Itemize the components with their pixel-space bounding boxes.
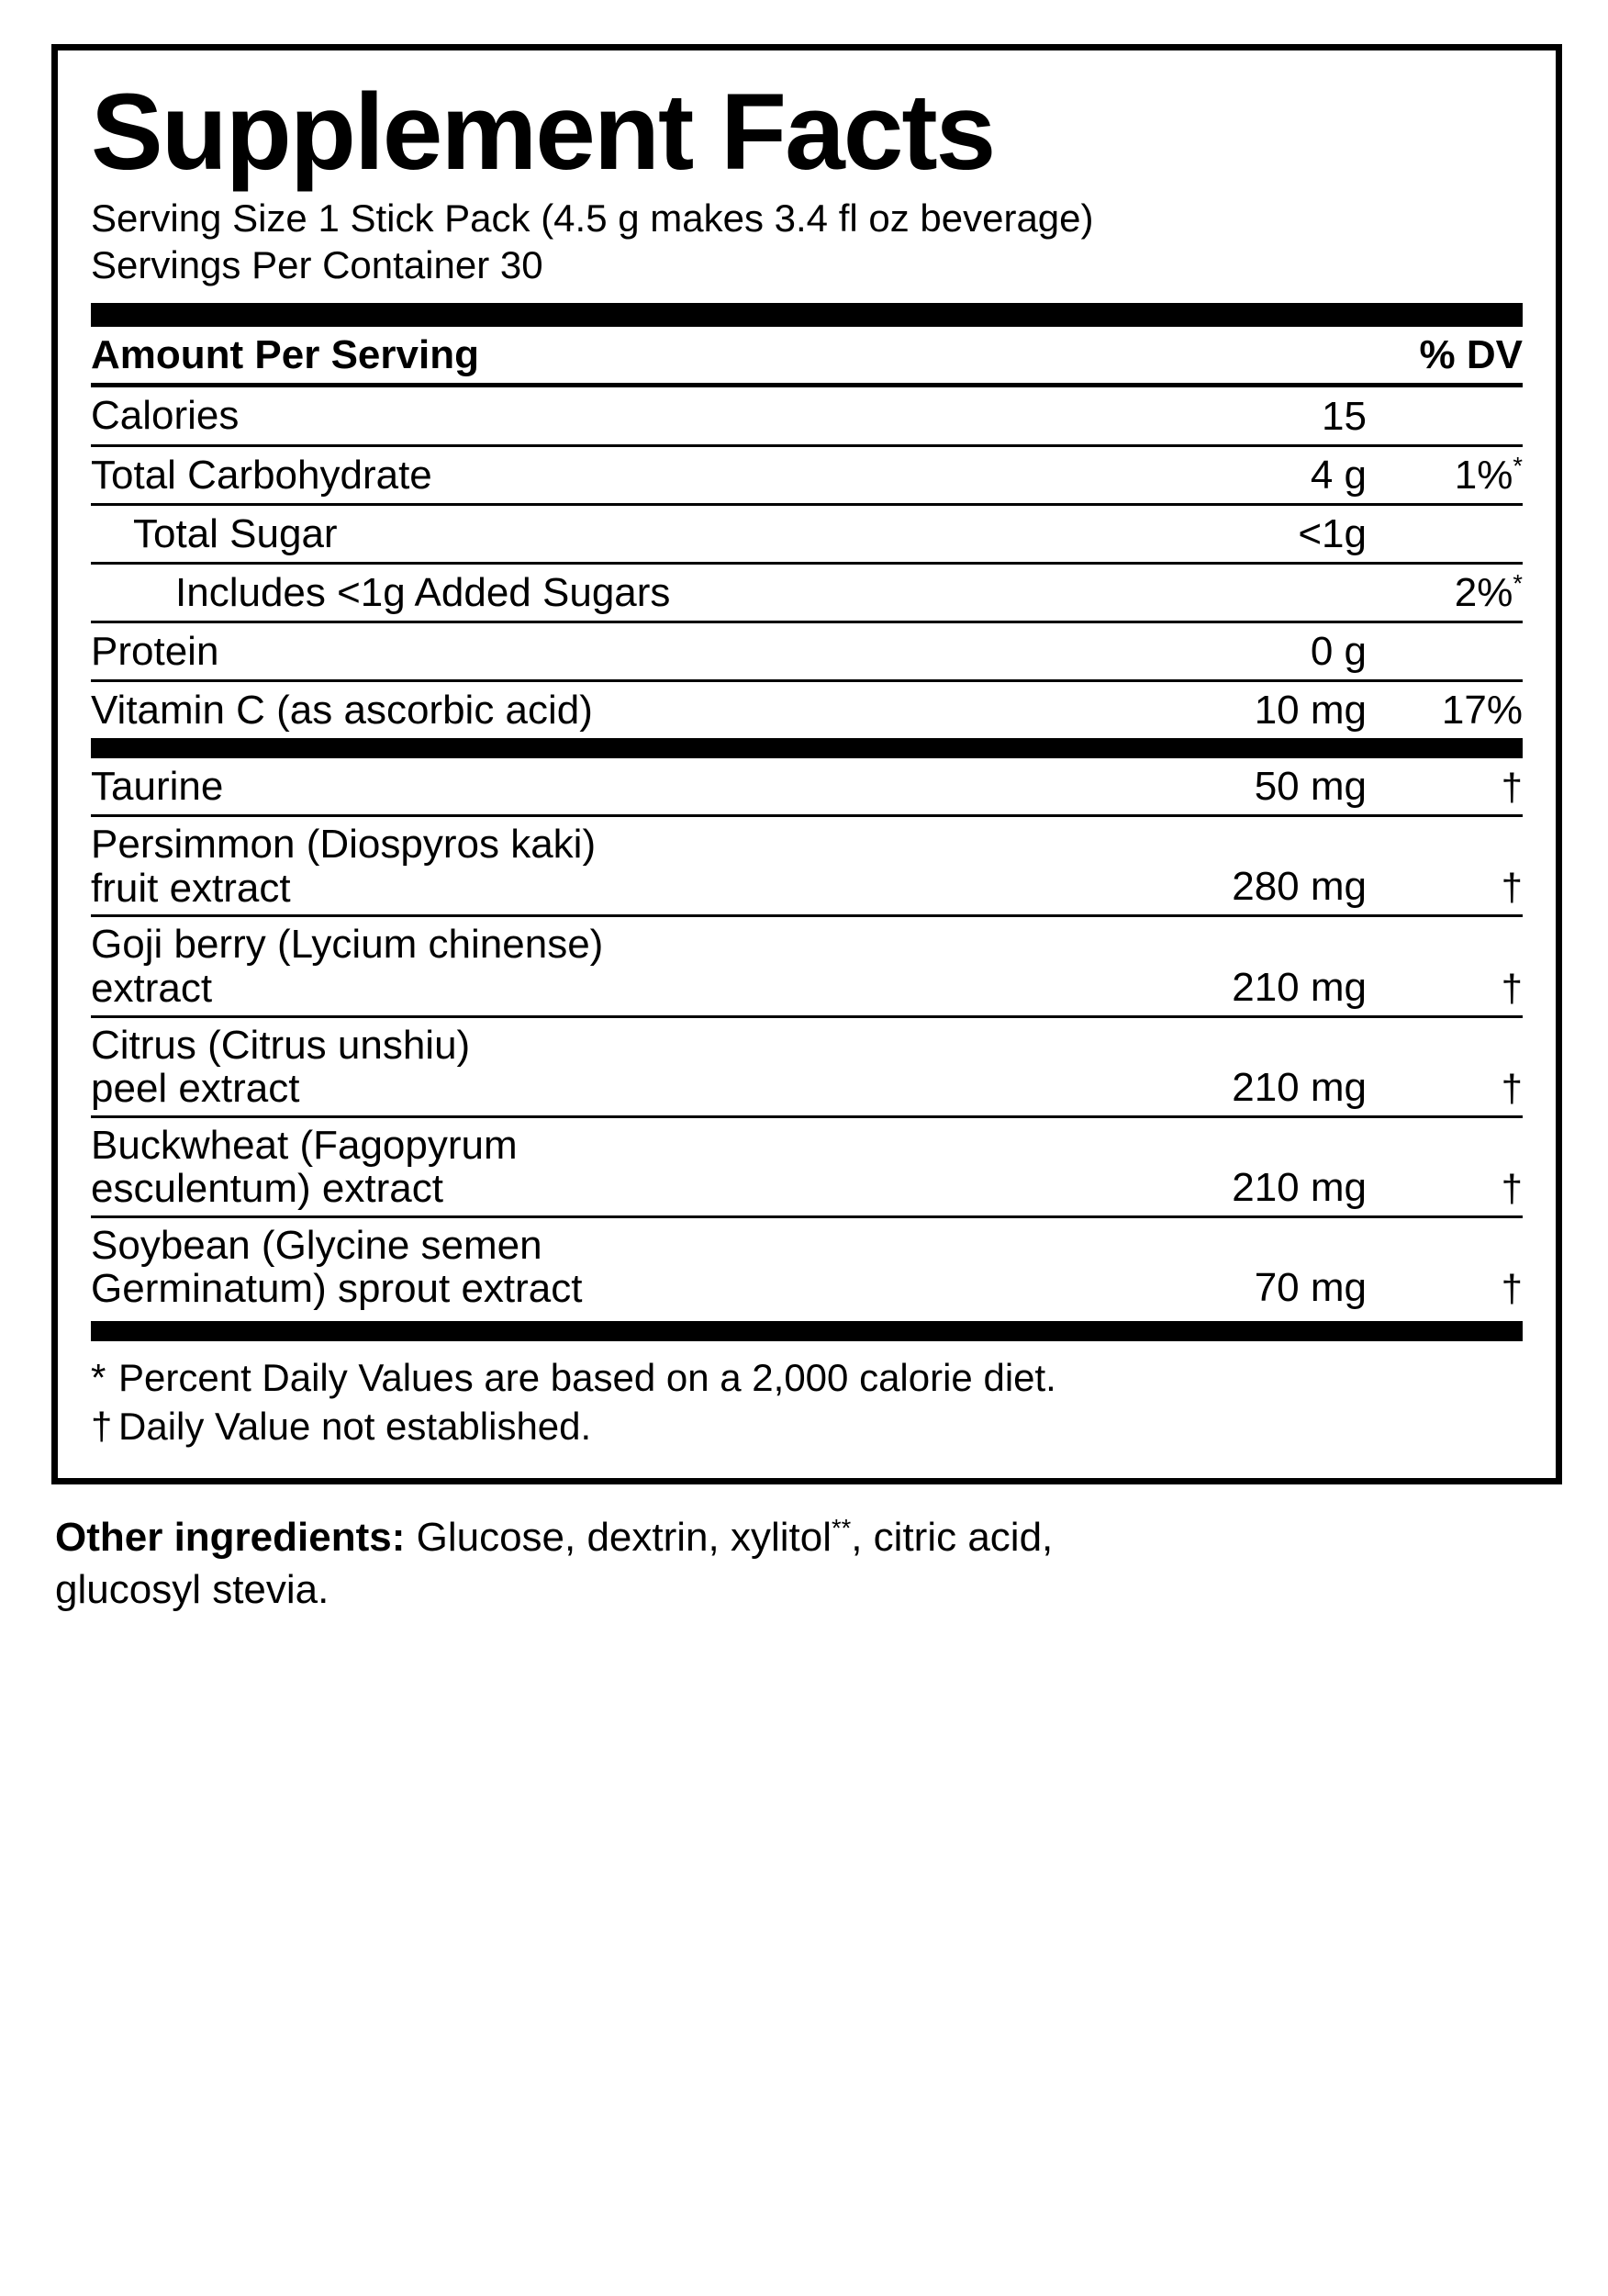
- ingredient-dv: †: [1367, 916, 1523, 1016]
- table-row: [91, 445, 1523, 504]
- footnote-symbol-star: *: [91, 1355, 106, 1399]
- ingredient-name: [91, 1216, 1091, 1316]
- ingredient-name-line2: peel extract: [91, 1066, 300, 1112]
- other-ingredients-label: Other ingredients:: [55, 1515, 406, 1561]
- botanical-table: [91, 758, 1523, 1315]
- table-row: [91, 1116, 1523, 1216]
- ingredient-dv: †: [1367, 758, 1523, 816]
- nutrient-name: Includes <1g Added Sugars: [91, 563, 1091, 622]
- ingredient-name-line2: extract: [91, 965, 213, 1011]
- table-row: [91, 916, 1523, 1016]
- ingredient-amount: 210 mg: [1091, 1016, 1367, 1116]
- nutrient-dv-value: 1%: [1454, 452, 1513, 498]
- nutrient-name: Vitamin C (as ascorbic acid): [91, 688, 593, 734]
- nutrient-amount: <1g: [1091, 504, 1367, 563]
- ingredient-name: [91, 1116, 1091, 1216]
- footnote-star-marker: *: [1513, 451, 1523, 479]
- ingredient-name-line2: fruit extract: [91, 865, 291, 911]
- nutrient-amount: 4 g: [1091, 445, 1367, 504]
- ingredient-name-line1: Buckwheat (Fagopyrum: [91, 1122, 518, 1168]
- ingredient-dv: †: [1501, 1266, 1523, 1310]
- footnote-double-star-marker: **: [832, 1513, 852, 1542]
- other-ingredients-text-part1: Glucose, dextrin, xylitol: [405, 1515, 832, 1561]
- footnote-text: Daily Value not established.: [118, 1404, 592, 1448]
- ingredient-name-line1: Citrus (Citrus unshiu): [91, 1022, 471, 1068]
- other-ingredients-line1: [55, 1512, 1557, 1563]
- ingredient-dv: †: [1367, 1116, 1523, 1216]
- table-row: [91, 563, 1523, 622]
- footnote-symbol-dagger: †: [91, 1404, 113, 1448]
- table-row: [91, 386, 1523, 445]
- ingredient-dv: †: [1367, 1016, 1523, 1116]
- ingredient-dv: †: [1367, 816, 1523, 916]
- nutrient-name: Total Carbohydrate: [91, 445, 1091, 504]
- dv-header: % DV: [1367, 327, 1523, 386]
- nutrient-amount: [1091, 563, 1367, 622]
- page-title: Supplement Facts: [91, 72, 995, 193]
- other-ingredients: [55, 1512, 1557, 1616]
- nutrient-amount: 15: [1091, 386, 1367, 445]
- nutrient-amount: 0 g: [1091, 622, 1367, 680]
- nutrient-name: Calories: [91, 386, 1091, 445]
- nutrient-dv: 17%: [1441, 688, 1523, 734]
- ingredient-name: [91, 1016, 1091, 1116]
- nutrient-dv: [1367, 445, 1523, 504]
- footnote-not-established: [91, 1403, 1523, 1451]
- ingredient-amount: 280 mg: [1091, 816, 1367, 916]
- ingredient-amount: 70 mg: [1254, 1264, 1367, 1310]
- nutrient-dv: [1367, 563, 1523, 622]
- footnote-star-marker: *: [1513, 568, 1523, 598]
- other-ingredients-text-part2: , citric acid,: [851, 1515, 1054, 1561]
- footnote-text: Percent Daily Values are based on a 2,000 calorie diet.: [118, 1355, 1056, 1399]
- table-row: [91, 622, 1523, 680]
- serving-size-text: Serving Size 1 Stick Pack (4.5 g makes 3.4 fl oz beverage): [91, 196, 1094, 240]
- supplement-facts-panel: [51, 44, 1562, 1484]
- table-row: [91, 758, 1523, 816]
- footnote-daily-value: [91, 1354, 1523, 1403]
- divider-thick-top: [91, 303, 1523, 327]
- servings-per-container-text: Servings Per Container 30: [91, 242, 543, 286]
- table-row: [91, 1016, 1523, 1116]
- table-row: [91, 1216, 1523, 1316]
- divider-thick-bottom: [91, 1321, 1523, 1341]
- nutrient-amount: 10 mg: [1254, 688, 1367, 734]
- ingredient-name: [91, 816, 1091, 916]
- amount-per-serving-header: Amount Per Serving: [91, 327, 1091, 386]
- table-header-row: [91, 327, 1523, 386]
- divider-thick-middle: [91, 738, 1523, 758]
- footnotes: [91, 1354, 1523, 1451]
- table-row: [91, 816, 1523, 916]
- other-ingredients-line2: glucosyl stevia.: [55, 1566, 329, 1612]
- ingredient-name-line1: Persimmon (Diospyros kaki): [91, 822, 597, 868]
- ingredient-name-line1: Soybean (Glycine semen: [91, 1222, 542, 1268]
- ingredient-name: [91, 916, 1091, 1016]
- ingredient-name: [91, 758, 1091, 816]
- ingredient-name-line2: Germinatum) sprout extract: [91, 1266, 583, 1312]
- nutrient-dv-value: 2%: [1454, 569, 1513, 615]
- ingredient-name-line2: esculentum) extract: [91, 1166, 443, 1212]
- ingredient-name-line1: Goji berry (Lycium chinense): [91, 922, 604, 968]
- ingredient-amount: 210 mg: [1091, 916, 1367, 1016]
- nutrient-name: Total Sugar: [91, 504, 1091, 563]
- ingredient-name-line1: Taurine: [91, 764, 224, 810]
- table-row: [91, 681, 1523, 739]
- ingredient-amount: 50 mg: [1091, 758, 1367, 816]
- ingredient-amount: 210 mg: [1091, 1116, 1367, 1216]
- nutrient-dv: [1367, 622, 1523, 680]
- nutrition-table: [91, 327, 1523, 738]
- amount-header-spacer: [1091, 327, 1367, 386]
- nutrient-dv: [1367, 386, 1523, 445]
- nutrient-dv: [1367, 504, 1523, 563]
- nutrient-name: Protein: [91, 622, 1091, 680]
- table-row: [91, 504, 1523, 563]
